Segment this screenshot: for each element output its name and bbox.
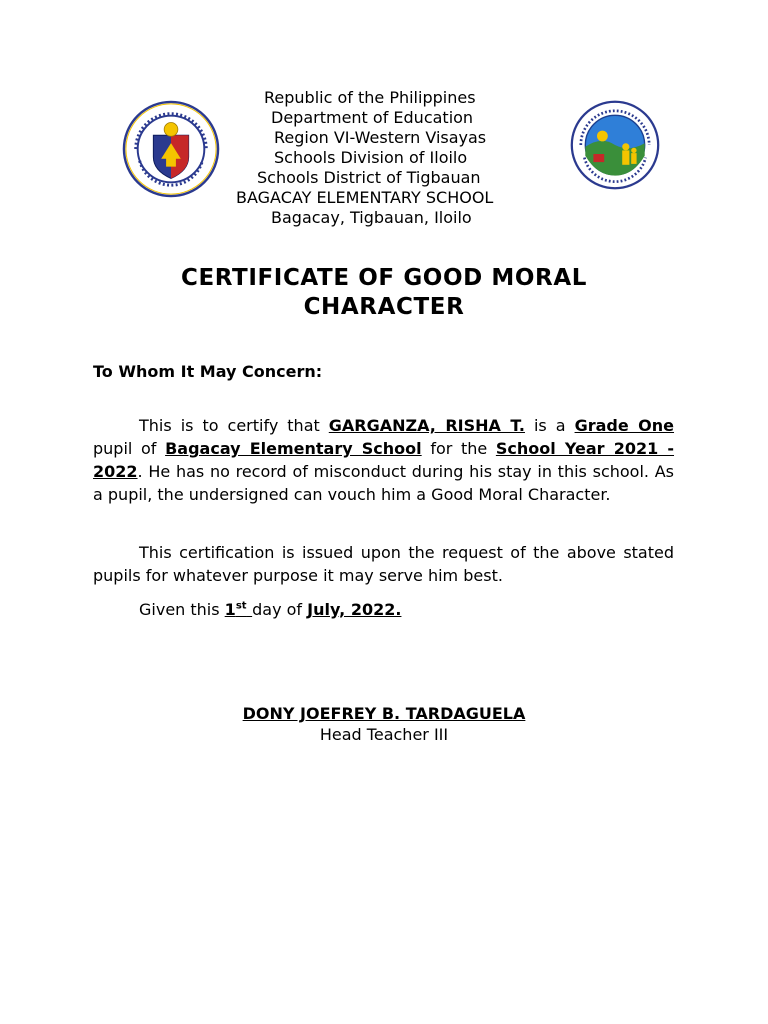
para1-text-2: is a xyxy=(524,416,575,435)
header-division: Schools Division of Iloilo xyxy=(274,148,468,167)
header-school-name: BAGACAY ELEMENTARY SCHOOL xyxy=(236,188,494,207)
purpose-paragraph: This certification is issued upon the request of the above stated pupils for whatever purpose it may serve him best. xyxy=(93,543,674,585)
issue-day-number: 1 xyxy=(224,600,236,619)
certification-paragraph xyxy=(93,414,674,506)
header-region: Region VI-Western Visayas xyxy=(274,128,487,147)
para1-text-1: This is to certify that xyxy=(139,416,329,435)
student-name: GARGANZA, RISHA T. xyxy=(328,416,525,435)
division-seal-logo xyxy=(570,100,660,190)
para1-text-5: . He has no record of misconduct during his stay in this school. As a pupil, the undersigned can vouch him a Good Moral Character. xyxy=(93,462,674,504)
header-department: Department of Education xyxy=(271,108,474,127)
para3-text-2: day of xyxy=(252,600,308,619)
para1-text-3: pupil of xyxy=(93,439,166,458)
school-year: School Year 2021 - 2022 xyxy=(93,439,675,481)
title-line-1: CERTIFICATE OF GOOD MORAL xyxy=(180,265,588,291)
header-address: Bagacay, Tigbauan, Iloilo xyxy=(271,208,472,227)
header-district: Schools District of Tigbauan xyxy=(257,168,481,187)
issue-month-year: July, 2022. xyxy=(307,600,402,619)
issue-day-suffix: st xyxy=(235,600,247,612)
grade-level: Grade One xyxy=(574,416,675,435)
signatory-position: Head Teacher III xyxy=(319,725,449,744)
deped-seal-logo xyxy=(122,100,220,198)
school-name: Bagacay Elementary School xyxy=(165,439,422,458)
salutation: To Whom It May Concern: xyxy=(93,362,323,381)
certificate-title xyxy=(0,264,768,322)
para3-text-1: Given this xyxy=(139,600,225,619)
header-republic: Republic of the Philippines xyxy=(264,88,476,107)
issue-day xyxy=(225,600,252,619)
title-line-2: CHARACTER xyxy=(303,294,465,320)
signatory-name: DONY JOEFREY B. TARDAGUELA xyxy=(242,704,526,723)
issued-date-paragraph xyxy=(93,598,674,621)
para1-text-4: for the xyxy=(421,439,496,458)
